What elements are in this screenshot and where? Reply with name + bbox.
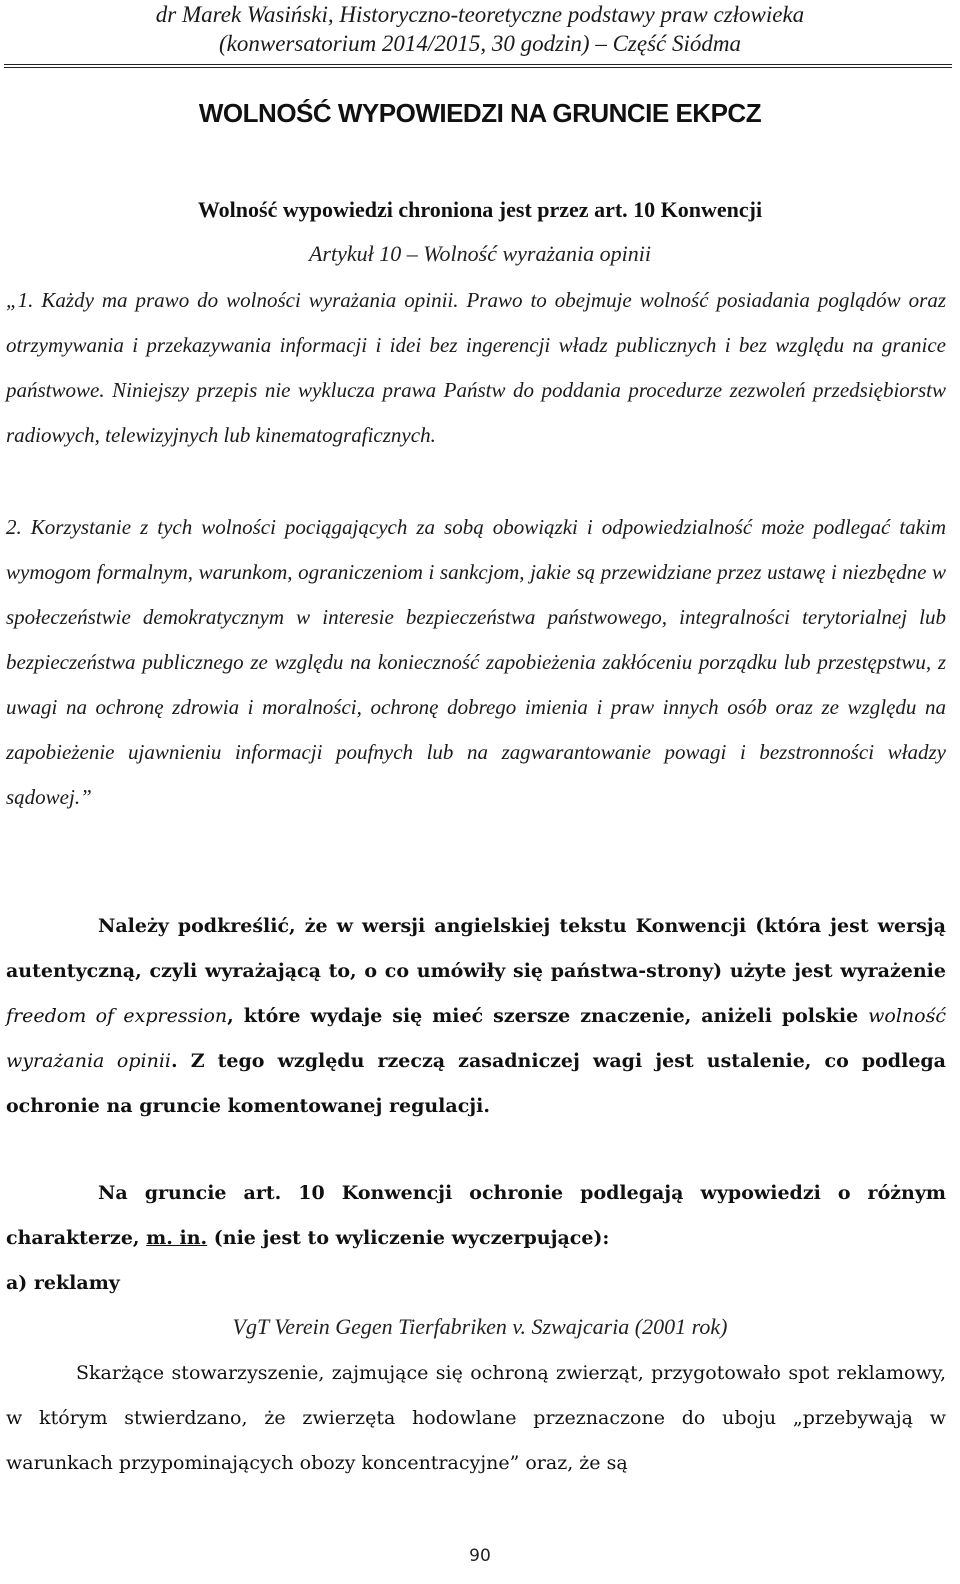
case-description: [6, 1351, 946, 1486]
italic-term: wolność wyrażania opinii: [6, 1005, 946, 1072]
page-number: 90: [469, 1546, 491, 1566]
paragraph-english-version: [6, 904, 946, 1129]
paragraph-text: Należy podkreślić, że w wersji angielskiej tekstu Konwencji (która jest wersją autentyczną, czyli wyrażającą to, o co umówiły się państwa-strony) użyte jest wyrażenie: [6, 915, 946, 982]
italic-term: freedom of expression: [6, 1005, 228, 1027]
header-line-2: (konwersatorium 2014/2015, 30 godzin) – Część Siódma: [219, 31, 741, 56]
article-quote-paragraph-2: 2. Korzystanie z tych wolności pociągających za sobą obowiązki i odpowiedzialność może podlegać takim wymogom formalnym, warunkom, ograniczeniom i sankcjom, jakie są przewidziane przez ustawę i niezbędne w społeczeństwie demokratycznym w interesie bezpieczeństwa państwowego, integralności terytorialnej lub bezpieczeństwa publicznego ze względu na konieczność zapobieżenia zakłóceniu porządku lub przestępstwu, z uwagi na ochronę zdrowia i moralności, ochronę dobrego imienia i praw innych osób oraz ze względu na zapobieżenie ujawnieniu informacji poufnych lub na zagwarantowanie powagi i bezstronności władzy sądowej.”: [6, 515, 946, 809]
paragraph-text: Na gruncie art. 10 Konwencji ochronie podlegają wypowiedzi o różnym charakterze,: [6, 1182, 946, 1249]
paragraph-text: . Z tego względu rzeczą zasadniczej wagi jest ustalenie, co podlega ochronie na gruncie komentowanej regulacji.: [6, 1050, 946, 1117]
paragraph-text: (nie jest to wyliczenie wyczerpujące):: [207, 1227, 610, 1249]
header-rule-2: [4, 67, 952, 68]
header-rule: [4, 64, 952, 65]
case-title: VgT Verein Gegen Tierfabriken v. Szwajcaria (2001 rok): [232, 1314, 728, 1339]
paragraph-text: , które wydaje się mieć szersze znaczenie, aniżeli polskie: [227, 1005, 869, 1027]
page-header: [0, 0, 960, 64]
paragraph-protected-speech: [6, 1171, 946, 1261]
case-text: Skarżące stowarzyszenie, zajmujące się ochroną zwierząt, przygotowało spot reklamowy, w którym stwierdzano, że zwierzęta hodowlane przeznaczone do uboju „przebywają w warunkach przypominających obozy koncentracyjne” oraz, że są: [6, 1362, 946, 1474]
article-quote-paragraph-1: „1. Każdy ma prawo do wolności wyrażania opinii. Prawo to obejmuje wolność posiadania poglądów oraz otrzymywania i przekazywania informacji i idei bez ingerencji władz publicznych i bez względu na granice państwowe. Niniejszy przepis nie wyklucza prawa Państw do poddania procedurze zezwoleń przedsiębiorstw radiowych, telewizyjnych lub kinematograficznych.: [6, 288, 946, 447]
underlined-abbreviation: m. in.: [146, 1227, 208, 1249]
article-heading: Artykuł 10 – Wolność wyrażania opinii: [308, 241, 651, 266]
page-title: WOLNOŚĆ WYPOWIEDZI NA GRUNCIE EKPCZ: [198, 98, 762, 128]
header-line-1: dr Marek Wasiński, Historyczno-teoretyczne podstawy praw człowieka: [155, 2, 805, 27]
list-item-a: a) reklamy: [6, 1272, 120, 1294]
intro-line: Wolność wypowiedzi chroniona jest przez art. 10 Konwencji: [197, 197, 763, 222]
